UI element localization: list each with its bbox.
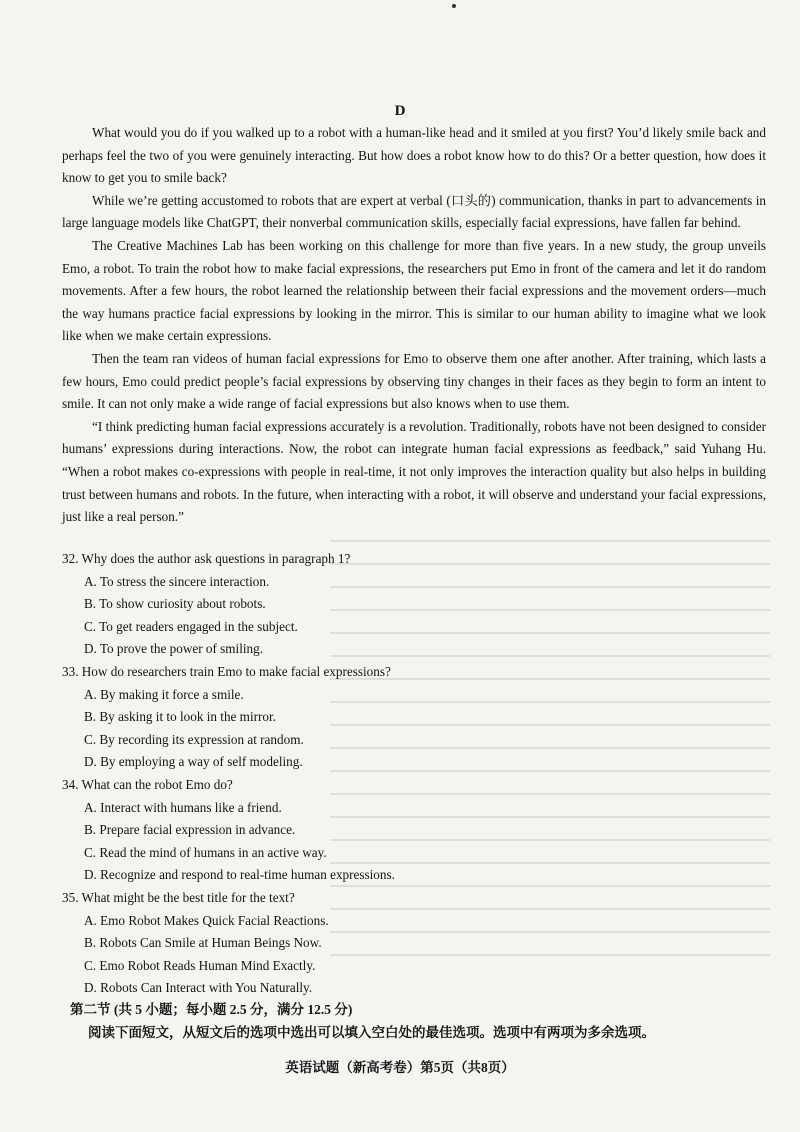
question-stem: 33. How do researchers train Emo to make facial expressions? [62, 663, 391, 679]
page-footer: 英语试题（新高考卷）第5页（共8页） [285, 1060, 515, 1075]
section-letter: D [394, 103, 406, 119]
section-two-heading: 第二节 (共 5 小题；每小题 2.5 分，满分 12.5 分) [70, 1002, 353, 1017]
option-c: C. By recording its expression at random. [84, 731, 304, 747]
question-stem: 34. What can the robot Emo do? [62, 776, 233, 792]
passage-paragraph-2: While we’re getting accustomed to robots that are expert at verbal (口头的) communication, thanks in part to advancements in large language models like ChatGPT, their nonverbal communication skills, especially facial expressions, have fallen far behind. [62, 192, 766, 231]
option-list [62, 797, 766, 887]
option-d: D. Recognize and respond to real-time human expressions. [84, 867, 395, 883]
section-two-instruction: 阅读下面短文，从短文后的选项中选出可以填入空白处的最佳选项。选项中有两项为多余选项。 [88, 1025, 655, 1040]
option-c: C. Read the mind of humans in an active way. [84, 844, 327, 860]
option-b: B. To show curiosity about robots. [84, 596, 266, 612]
question-35 [62, 887, 766, 1000]
reading-passage [62, 122, 766, 529]
passage-paragraph-5: “I think predicting human facial expressions accurately is a revolution. Traditionally, robots have not been designed to consider humans’ expressions during interactions. Now, the robot can integrate human facial expressions as feedback,” said Yuhang Hu. “When a robot makes co-expressions with people in real-time, it not only improves the interaction quality but also helps in building trust between humans and robots. In the future, when interacting with a robot, it will observe and understand your facial expressions, just like a real person.” [62, 418, 766, 525]
option-d: D. To prove the power of smiling. [84, 641, 264, 657]
section-two [70, 998, 770, 1044]
option-c: C. Emo Robot Reads Human Mind Exactly. [84, 957, 316, 973]
option-list [62, 684, 766, 774]
option-b: B. Robots Can Smile at Human Beings Now. [84, 935, 322, 951]
option-c: C. To get readers engaged in the subject. [84, 618, 298, 634]
question-list [62, 548, 766, 1000]
question-stem: 35. What might be the best title for the text? [62, 889, 295, 905]
passage-paragraph-1: What would you do if you walked up to a robot with a human-like head and it smiled at you first? You’d likely smile back and perhaps feel the two of you were genuinely interacting. But how does a robot know how to do this? Or a better question, how does it know to get you to smile back? [62, 125, 766, 186]
option-d: D. Robots Can Interact with You Naturally. [84, 980, 313, 996]
option-a: A. By making it force a smile. [84, 686, 244, 702]
option-a: A. To stress the sincere interaction. [84, 573, 270, 589]
passage-paragraph-3: The Creative Machines Lab has been working on this challenge for more than five years. In a new study, the group unveils Emo, a robot. To train the robot how to make facial expressions, the researchers put Emo in front of the camera and let it do random movements. After a few hours, the robot learned the relationship between their facial expressions and the movement orders—much the way humans practice facial expressions by looking in the mirror. This is similar to our human ability to imagine what we look like when we make certain expressions. [62, 237, 766, 344]
option-list [62, 571, 766, 661]
option-list [62, 910, 766, 1000]
option-a: A. Emo Robot Makes Quick Facial Reactions. [84, 912, 329, 928]
option-d: D. By employing a way of self modeling. [84, 754, 303, 770]
option-b: B. Prepare facial expression in advance. [84, 822, 296, 838]
scan-dot [452, 4, 456, 8]
question-33 [62, 661, 766, 774]
question-32 [62, 548, 766, 661]
question-stem: 32. Why does the author ask questions in paragraph 1? [62, 551, 351, 566]
option-b: B. By asking it to look in the mirror. [84, 709, 276, 725]
passage-paragraph-4: Then the team ran videos of human facial expressions for Emo to observe them one after another. After training, which lasts a few hours, Emo could predict people’s facial expressions by observing tiny changes in their faces as they begin to form an intent to smile. It can not only make a wide range of facial expressions but also knows when to use them. [62, 350, 766, 412]
question-34 [62, 774, 766, 887]
option-a: A. Interact with humans like a friend. [84, 799, 282, 815]
